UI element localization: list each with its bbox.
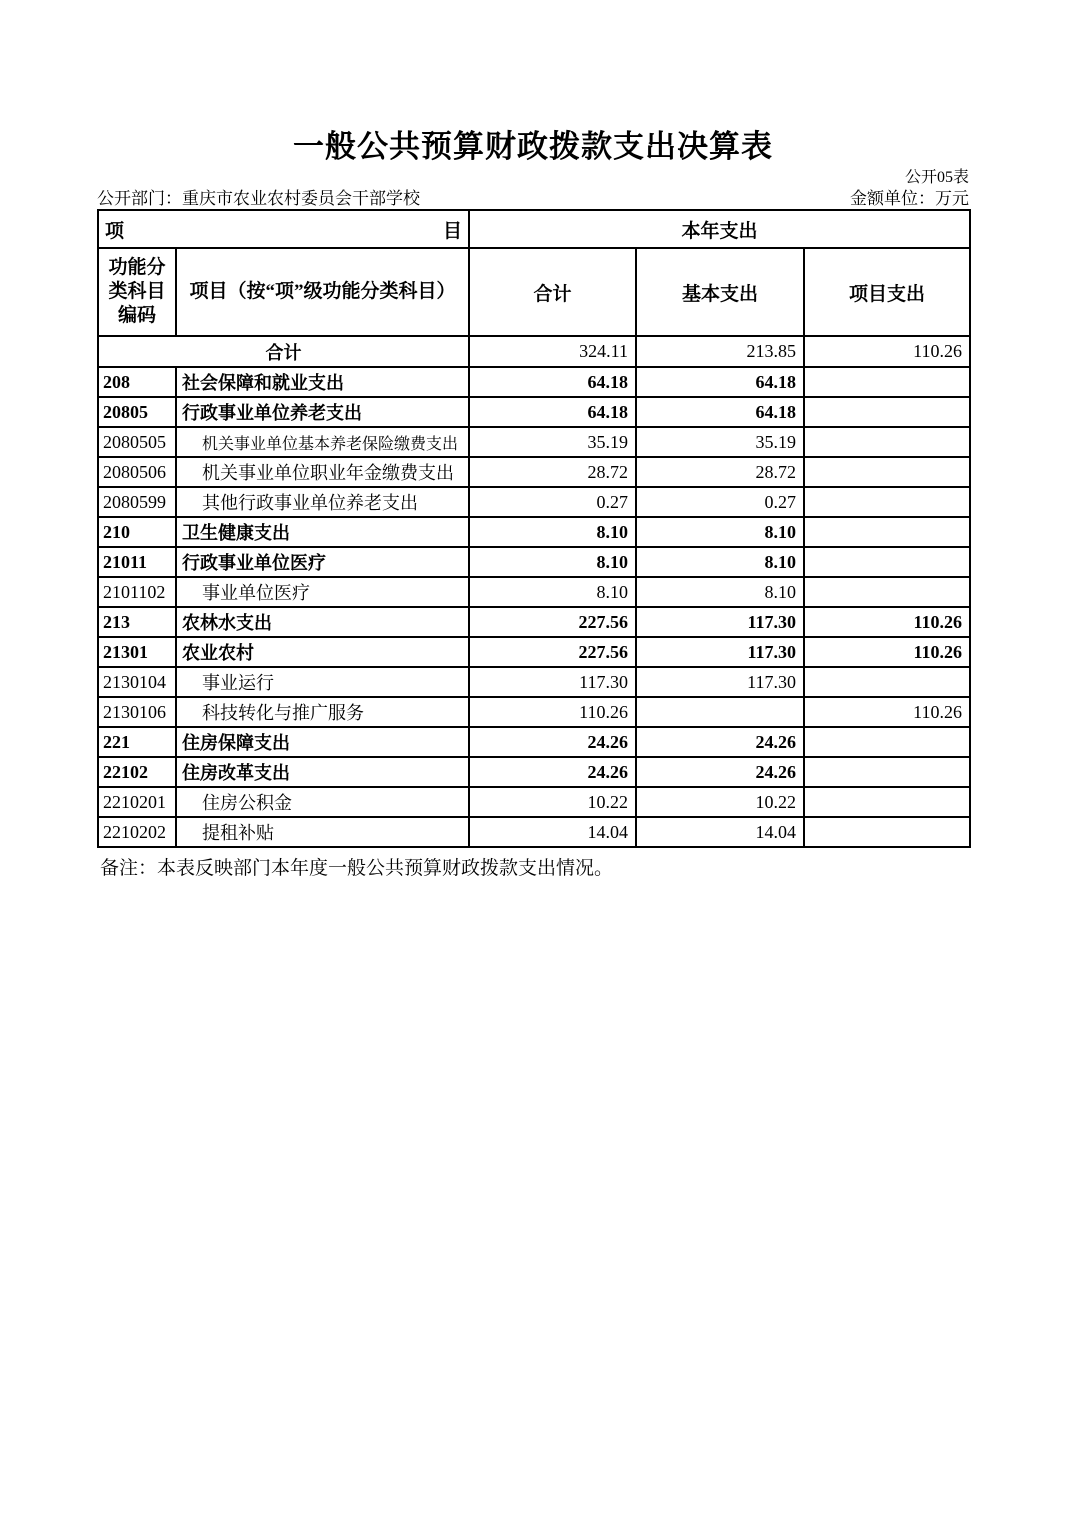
cell-basic: 8.10 (636, 547, 804, 577)
cell-code: 2210201 (98, 787, 176, 817)
cell-project: 110.26 (804, 607, 970, 637)
cell-name: 社会保障和就业支出 (176, 367, 469, 397)
cell-basic: 14.04 (636, 817, 804, 847)
cell-name: 行政事业单位养老支出 (176, 397, 469, 427)
table-row (98, 667, 970, 697)
cell-total: 227.56 (469, 637, 636, 667)
cell-basic: 117.30 (636, 607, 804, 637)
cell-code: 21011 (98, 547, 176, 577)
meta-line (97, 188, 969, 209)
document-content (97, 0, 969, 881)
cell-code: 2080506 (98, 457, 176, 487)
cell-project (804, 397, 970, 427)
cell-code: 2130104 (98, 667, 176, 697)
table-row (98, 637, 970, 667)
header-basic-col: 基本支出 (636, 248, 804, 336)
page-title: 一般公共预算财政拨款支出决算表 (293, 129, 773, 164)
cell-total: 24.26 (469, 727, 636, 757)
grand-total-project: 110.26 (804, 336, 970, 367)
table-row (98, 457, 970, 487)
cell-name: 住房改革支出 (176, 757, 469, 787)
cell-name: 其他行政事业单位养老支出 (176, 487, 469, 517)
cell-total: 110.26 (469, 697, 636, 727)
cell-project (804, 757, 970, 787)
cell-project (804, 487, 970, 517)
table-row (98, 427, 970, 457)
cell-project (804, 457, 970, 487)
table-row (98, 727, 970, 757)
cell-code: 2080505 (98, 427, 176, 457)
cell-name: 提租补贴 (176, 817, 469, 847)
table-row (98, 577, 970, 607)
cell-name: 事业运行 (176, 667, 469, 697)
cell-code: 20805 (98, 397, 176, 427)
cell-code: 21301 (98, 637, 176, 667)
cell-project (804, 727, 970, 757)
header-item-left: 项 (105, 220, 125, 242)
cell-code: 2130106 (98, 697, 176, 727)
table-row (98, 817, 970, 847)
budget-table (97, 209, 971, 848)
header-year-expense: 本年支出 (469, 210, 970, 248)
grand-total-basic: 213.85 (636, 336, 804, 367)
table-row (98, 547, 970, 577)
cell-code: 2210202 (98, 817, 176, 847)
grand-total-total: 324.11 (469, 336, 636, 367)
cell-basic: 64.18 (636, 397, 804, 427)
cell-name: 机关事业单位基本养老保险缴费支出 (176, 427, 469, 457)
cell-name: 行政事业单位医疗 (176, 547, 469, 577)
cell-total: 0.27 (469, 487, 636, 517)
cell-project: 110.26 (804, 697, 970, 727)
cell-total: 8.10 (469, 577, 636, 607)
cell-name: 事业单位医疗 (176, 577, 469, 607)
table-row (98, 757, 970, 787)
department-label: 公开部门：重庆市农业农村委员会干部学校 (97, 189, 420, 208)
cell-basic: 8.10 (636, 577, 804, 607)
cell-basic: 8.10 (636, 517, 804, 547)
cell-project (804, 817, 970, 847)
cell-project (804, 427, 970, 457)
table-row (98, 787, 970, 817)
cell-name: 机关事业单位职业年金缴费支出 (176, 457, 469, 487)
cell-basic: 117.30 (636, 667, 804, 697)
cell-project (804, 547, 970, 577)
cell-project: 110.26 (804, 637, 970, 667)
header-item-right: 目 (442, 220, 462, 242)
cell-project (804, 787, 970, 817)
cell-total: 227.56 (469, 607, 636, 637)
cell-basic: 64.18 (636, 367, 804, 397)
table-code: 公开05表 (904, 169, 969, 186)
cell-basic (636, 697, 804, 727)
header-project-expense-col: 项目支出 (804, 248, 970, 336)
cell-code: 2080599 (98, 487, 176, 517)
table-row (98, 607, 970, 637)
header-row-2 (98, 248, 970, 336)
cell-basic: 117.30 (636, 637, 804, 667)
table-row (98, 517, 970, 547)
cell-code: 210 (98, 517, 176, 547)
cell-project (804, 577, 970, 607)
cell-total: 64.18 (469, 367, 636, 397)
cell-total: 35.19 (469, 427, 636, 457)
grand-total-label: 合计 (98, 336, 469, 367)
cell-total: 10.22 (469, 787, 636, 817)
cell-total: 8.10 (469, 547, 636, 577)
header-code-col: 功能分类科目编码 (98, 248, 176, 336)
cell-code: 2101102 (98, 577, 176, 607)
cell-total: 8.10 (469, 517, 636, 547)
note: 备注：本表反映部门本年度一般公共预算财政拨款支出情况。 (100, 858, 614, 879)
cell-project (804, 517, 970, 547)
cell-name: 住房公积金 (176, 787, 469, 817)
cell-project (804, 367, 970, 397)
cell-name: 住房保障支出 (176, 727, 469, 757)
cell-project (804, 667, 970, 697)
cell-basic: 24.26 (636, 757, 804, 787)
cell-basic: 35.19 (636, 427, 804, 457)
cell-total: 24.26 (469, 757, 636, 787)
table-row (98, 397, 970, 427)
cell-code: 221 (98, 727, 176, 757)
cell-basic: 0.27 (636, 487, 804, 517)
cell-name: 科技转化与推广服务 (176, 697, 469, 727)
table-row (98, 697, 970, 727)
cell-basic: 28.72 (636, 457, 804, 487)
cell-code: 22102 (98, 757, 176, 787)
cell-name: 卫生健康支出 (176, 517, 469, 547)
cell-total: 14.04 (469, 817, 636, 847)
cell-code: 208 (98, 367, 176, 397)
header-project-col: 项目（按“项”级功能分类科目） (176, 248, 469, 336)
table-row (98, 367, 970, 397)
grand-total-row (98, 336, 970, 367)
cell-code: 213 (98, 607, 176, 637)
cell-basic: 24.26 (636, 727, 804, 757)
cell-total: 117.30 (469, 667, 636, 697)
unit-label: 金额单位：万元 (850, 189, 969, 208)
header-row-1 (98, 210, 970, 248)
cell-name: 农林水支出 (176, 607, 469, 637)
header-item-cell (98, 210, 469, 248)
cell-basic: 10.22 (636, 787, 804, 817)
table-row (98, 487, 970, 517)
cell-name: 农业农村 (176, 637, 469, 667)
cell-total: 28.72 (469, 457, 636, 487)
header-total-col: 合计 (469, 248, 636, 336)
cell-total: 64.18 (469, 397, 636, 427)
